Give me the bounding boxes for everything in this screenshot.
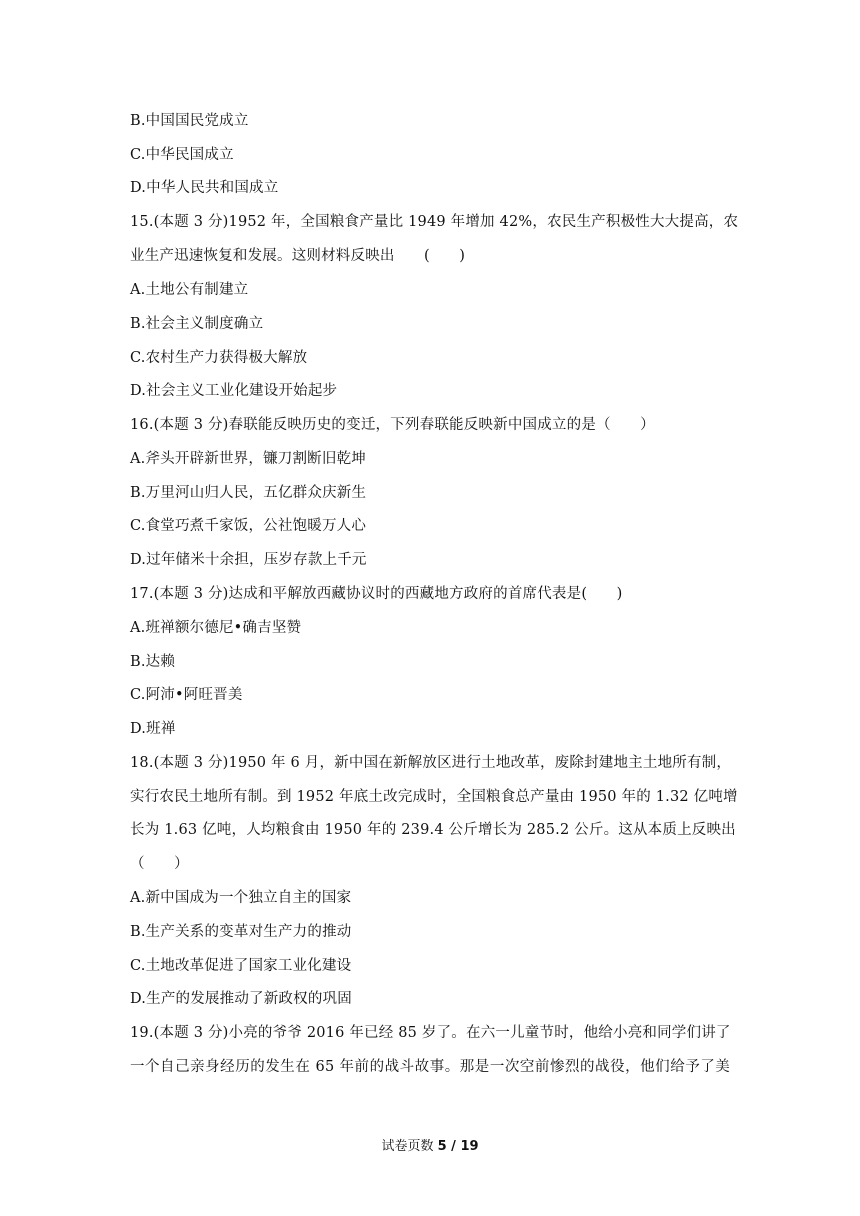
q14-option-c: C.中华民国成立 xyxy=(130,147,234,163)
q17-option-c: C.阿沛•阿旺晋美 xyxy=(130,687,243,703)
q18-option-d: D.生产的发展推动了新政权的巩固 xyxy=(130,991,352,1007)
q16-option-b: B.万里河山归人民，五亿群众庆新生 xyxy=(130,485,367,501)
q18-stem-line-2: 实行农民土地所有制。到 1952 年底土改完成时，全国粮食总产量由 1950 年的 1.32 亿吨增 xyxy=(130,789,738,805)
q15-option-a: A.土地公有制建立 xyxy=(130,282,249,298)
q18-option-b: B.生产关系的变革对生产力的推动 xyxy=(130,924,352,940)
q18-option-a: A.新中国成为一个独立自主的国家 xyxy=(130,890,352,906)
q15-option-c: C.农村生产力获得极大解放 xyxy=(130,350,308,366)
q18-stem-line-3: 长为 1.63 亿吨，人均粮食由 1950 年的 239.4 公斤增长为 285.2 公斤。这从本质上反映出 xyxy=(130,822,736,838)
q15-stem-line-2: 业生产迅速恢复和发展。这则材料反映出 ( ) xyxy=(130,248,466,264)
q15-stem-line-1: 15.(本题 3 分)1952 年，全国粮食产量比 1949 年增加 42%，农民生产积极性大大提高，农 xyxy=(130,214,739,230)
q16-option-d: D.过年储米十余担，压岁存款上千元 xyxy=(130,552,367,568)
q19-stem-line-1: 19.(本题 3 分)小亮的爷爷 2016 年已经 85 岁了。在六一儿童节时，他给小亮和同学们讲了 xyxy=(130,1025,731,1041)
q17-option-a: A.班禅额尔德尼•确吉坚赞 xyxy=(130,620,302,636)
q17-option-d: D.班禅 xyxy=(130,721,176,737)
footer-label: 试卷页数 xyxy=(381,1139,434,1154)
q15-option-b: B.社会主义制度确立 xyxy=(130,316,264,332)
page-footer xyxy=(0,1138,860,1156)
q17-option-b: B.达赖 xyxy=(130,654,176,670)
q16-option-a: A.斧头开辟新世界，镰刀割断旧乾坤 xyxy=(130,451,366,467)
q18-stem-line-1: 18.(本题 3 分)1950 年 6 月，新中国在新解放区进行土地改革，废除封建地主土地所有制， xyxy=(130,755,732,771)
q17-stem: 17.(本题 3 分)达成和平解放西藏协议时的西藏地方政府的首席代表是( ) xyxy=(130,586,623,602)
q18-option-c: C.土地改革促进了国家工业化建设 xyxy=(130,958,352,974)
q14-option-d: D.中华人民共和国成立 xyxy=(130,180,279,196)
page-number: 5 / 19 xyxy=(437,1139,479,1154)
q18-answer-blank: （ ） xyxy=(130,856,189,872)
q15-option-d: D.社会主义工业化建设开始起步 xyxy=(130,383,338,399)
q14-option-b: B.中国国民党成立 xyxy=(130,113,249,129)
q19-stem-line-2: 一个自己亲身经历的发生在 65 年前的战斗故事。那是一次空前惨烈的战役，他们给予了美 xyxy=(130,1059,730,1075)
q16-stem: 16.(本题 3 分)春联能反映历史的变迁，下列春联能反映新中国成立的是（ ） xyxy=(130,417,655,433)
q16-option-c: C.食堂巧煮千家饭，公社饱暖万人心 xyxy=(130,518,367,534)
